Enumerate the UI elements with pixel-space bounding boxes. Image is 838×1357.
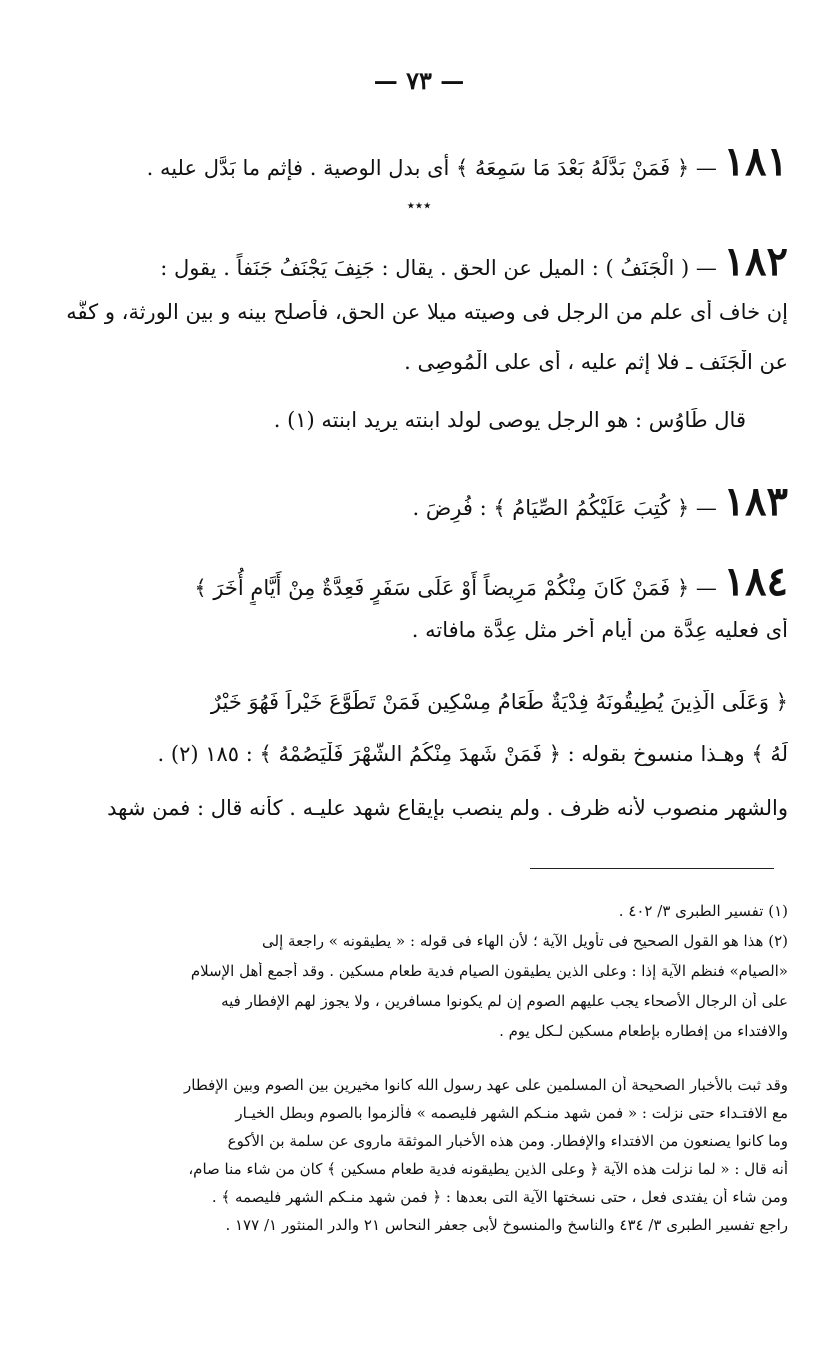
entry-181 bbox=[48, 138, 788, 185]
section-separator: ٭٭٭ bbox=[406, 196, 432, 214]
entry-182-line-2: إن خاف أى علم من الرجل فى وصيته ميلا عن الحق، فأصلح بينه و بين الورثة، و كفَّه bbox=[66, 300, 788, 324]
paragraph-line-1: ﴿ وَعَلَى الَّذِينَ يُطِيقُونَهُ فِدْيَةٌ طَعَامُ مِسْكِينٍ فَمَنْ تَطَوَّعَ خَيْراً فَهُوَ خَيْرٌ bbox=[210, 690, 788, 714]
entry-number: ١٨١ bbox=[723, 138, 788, 185]
entry-text: ﴿ فَمَنْ بَدَّلَهُ بَعْدَ مَا سَمِعَهُ ﴾ أى بدل الوصية . فإثم ما بَدَّل عليه . bbox=[146, 156, 690, 180]
entry-number: ١٨٤ bbox=[723, 558, 788, 605]
entry-dash: — bbox=[695, 576, 717, 600]
footnote-para-line-5: ومن شاء أن يفتدى فعل ، حتى نسختها الآية التى بعدها : ﴿ فمن شهد منـكم الشهر فليصمه ﴾ . bbox=[211, 1188, 788, 1206]
entry-text: ﴿ كُتِبَ عَلَيْكُمُ الصِّيَامُ ﴾ : فُرِضَ . bbox=[412, 496, 690, 520]
entry-183 bbox=[48, 478, 788, 525]
footnote-para-line-6: راجع تفسير الطبرى ٣/ ٤٣٤ والناسخ والمنسوخ لأبى جعفر النحاس ٢١ والدر المنثور ١/ ١٧٧ . bbox=[225, 1216, 788, 1234]
entry-182 bbox=[48, 238, 788, 285]
footnote-1: (١) تفسير الطبرى ٣/ ٤٠٢ . bbox=[618, 902, 788, 920]
entry-number: ١٨٢ bbox=[723, 238, 788, 285]
entry-184-line-2: أى فعليه عِدَّة من أيام أُخر مثل عِدَّة مافاته . bbox=[411, 618, 788, 642]
entry-dash: — bbox=[695, 496, 717, 520]
footnote-2-line-1: (٢) هذا هو القول الصحيح فى تأويل الآية ؛ لأن الهاء فى قوله : « يطيقونه » راجعة إلى bbox=[262, 932, 788, 950]
footnote-para-line-3: وما كانوا يصنعون من الافتداء والإفطار. ومن هذه الأخبار الموثقة ماروى عن سلمة بن الأكوع bbox=[227, 1132, 788, 1150]
footnote-para-line-4: أنه قال : « لما نزلت هذه الآية ﴿ وعلى الذين يطيقونه فدية طعام مسكين ﴾ كان من شاء منا صام، bbox=[188, 1160, 788, 1178]
footnote-2-line-3: على أن الرجال الأصحاء يجب عليهم الصوم إن لم يكونوا مسافرين ، ولا يجوز لهم الإفطار فيه bbox=[221, 992, 788, 1010]
entry-184 bbox=[48, 558, 788, 605]
footnote-para-line-1: وقد ثبت بالأخبار الصحيحة أن المسلمين على عهد رسول الله كانوا مخيرين بين الصوم وبين الإفطار bbox=[184, 1076, 788, 1094]
entry-number: ١٨٣ bbox=[723, 478, 788, 525]
entry-182-line-3: عن الْجَنَف ـ فلا إثم عليه ، أى على الْمُوصِى . bbox=[404, 350, 788, 374]
page-number: — ٧٣ — bbox=[373, 66, 465, 95]
entry-text: ( الْجَنَفُ ) : الميل عن الحق . يقال : جَنِفَ يَجْنَفُ جَنَفاً . يقول : bbox=[160, 256, 690, 280]
footnote-2-line-4: والافتداء من إفطاره بإطعام مسكين لـكل يوم . bbox=[499, 1022, 788, 1040]
footnote-divider bbox=[530, 868, 774, 869]
entry-dash: — bbox=[695, 156, 717, 180]
paragraph-line-2: لَهُ ﴾ وهـذا منسوخ بقوله : ﴿ فَمَنْ شَهِدَ مِنْكُمُ الشَّهْرَ فَلْيَصُمْهُ ﴾ : ١٨٥ (٢) . bbox=[157, 742, 788, 766]
paragraph-line-3: والشهر منصوب لأنه ظرف . ولم ينصب بإيقاع شهد عليـه . كأنه قال : فمن شهد bbox=[107, 796, 788, 820]
entry-dash: — bbox=[695, 256, 717, 280]
entry-182-quote: قال طَاوُس : هو الرجل يوصى لولد ابنته يريد ابنته (١) . bbox=[273, 408, 746, 432]
entry-text: ﴿ فَمَنْ كَانَ مِنْكُمْ مَرِيضاً أَوْ عَلَى سَفَرٍ فَعِدَّةٌ مِنْ أَيَّامٍ أُخَرَ ﴾ bbox=[194, 576, 690, 600]
footnote-2-line-2: «الصيام» فنظم الآية إذا : وعلى الذين يطيقون الصيام فدية طعام مسكين . وقد أجمع أهل الإسلام bbox=[190, 962, 788, 980]
footnote-para-line-2: مع الافتـداء حتى نزلت : « فمن شهد منـكم الشهر فليصمه » فألزموا بالصوم وبطل الخيـار bbox=[235, 1104, 788, 1122]
